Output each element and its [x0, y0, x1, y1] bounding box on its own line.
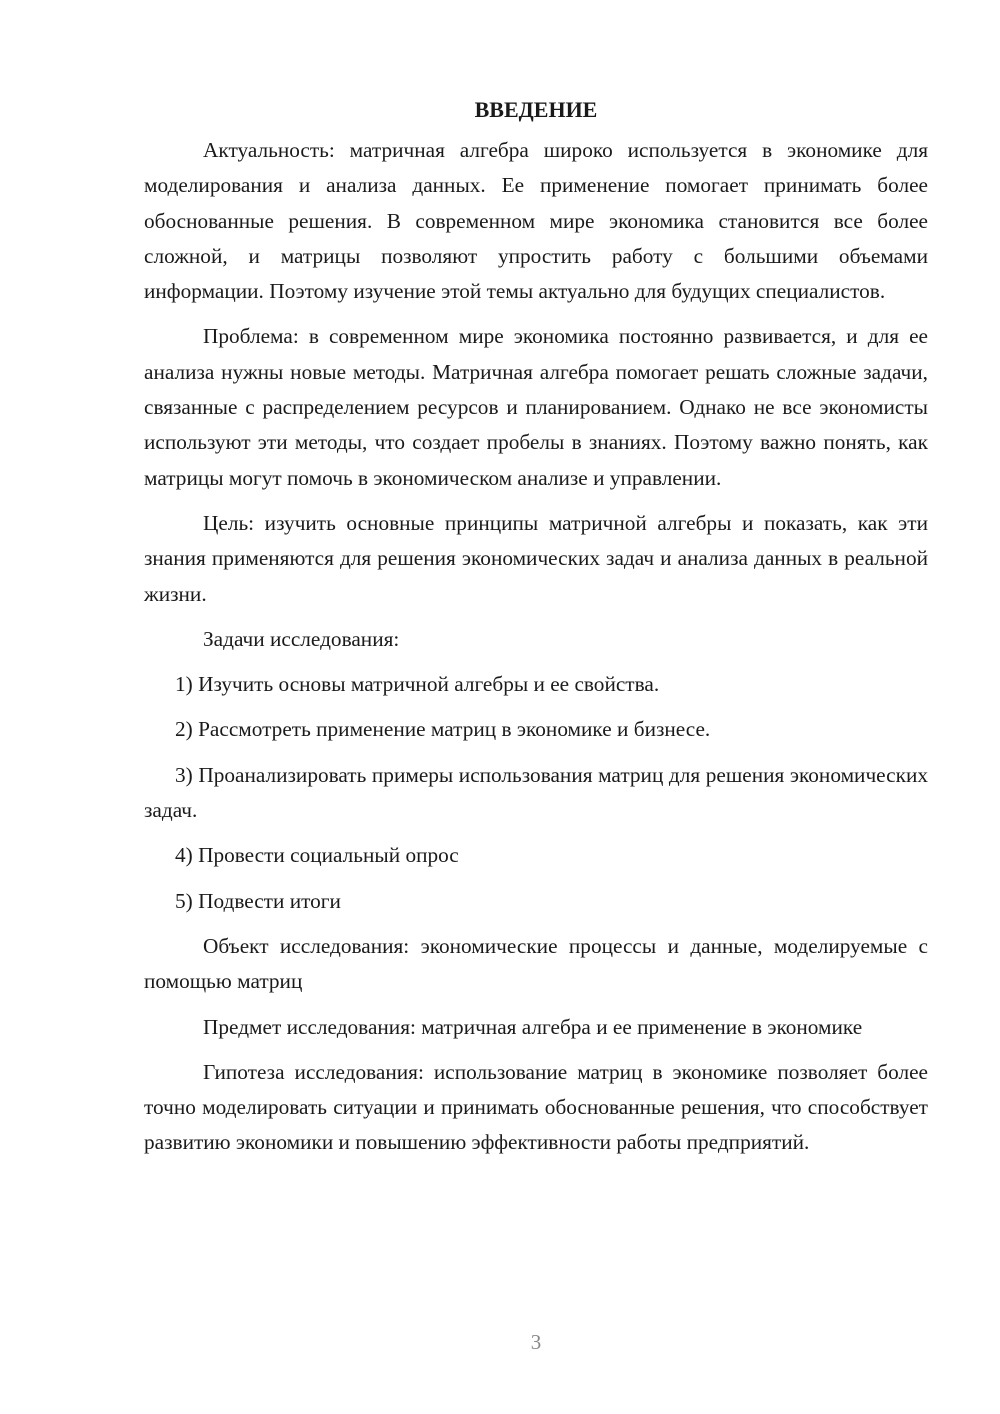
list-item: 1) Изучить основы матричной алгебры и ее свойства. [175, 672, 660, 697]
page-number: 3 [530, 1330, 542, 1354]
list-item: 5) Подвести итоги [175, 888, 341, 913]
list-item: 2) Рассмотреть применение матриц в экономике и бизнесе. [175, 717, 711, 742]
list-item: 4) Провести социальный опрос [175, 843, 459, 868]
paragraph-goal: Цель: изучить основные принципы матричной алгебры и показать, как эти знания применяются для решения экономических задач и анализа данных в реальной жизни. [144, 510, 928, 606]
paragraph-object: Объект исследования: экономические процессы и данные, моделируемые с помощью матриц [144, 933, 928, 994]
paragraph-problem: Проблема: в современном мире экономика постоянно развивается, и для ее анализа нужны новые методы. Матричная алгебра помогает решать сложные задачи, связанные с распределением ресурсов и планированием. Однако не все экономисты используют эти методы, что создает пробелы в знаниях. Поэтому важно понять, как матрицы могут помочь в экономическом анализе и управлении. [144, 324, 928, 490]
tasks-heading: Задачи исследования: [203, 626, 400, 651]
list-item: 3) Проанализировать примеры использования матриц для решения экономических задач. [144, 762, 928, 823]
paragraph-hypothesis: Гипотеза исследования: использование матриц в экономике позволяет более точно моделировать ситуации и принимать обоснованные решения, что способствует развитию экономики и повышению эффективности работы предприятий. [144, 1059, 928, 1155]
paragraph-subject: Предмет исследования: матричная алгебра и ее применение в экономике [203, 1014, 863, 1039]
document-page [144, 92, 928, 1171]
paragraph-relevance: Актуальность: матричная алгебра широко используется в экономике для моделирования и анализа данных. Ее применение помогает принимать более обоснованные решения. В современном мире экономика становится все более сложной, и матрицы позволяют упростить работу с большими объемами информации. Поэтому изучение этой темы актуально для будущих специалистов. [144, 138, 928, 304]
page-title: ВВЕДЕНИЕ [474, 97, 598, 122]
